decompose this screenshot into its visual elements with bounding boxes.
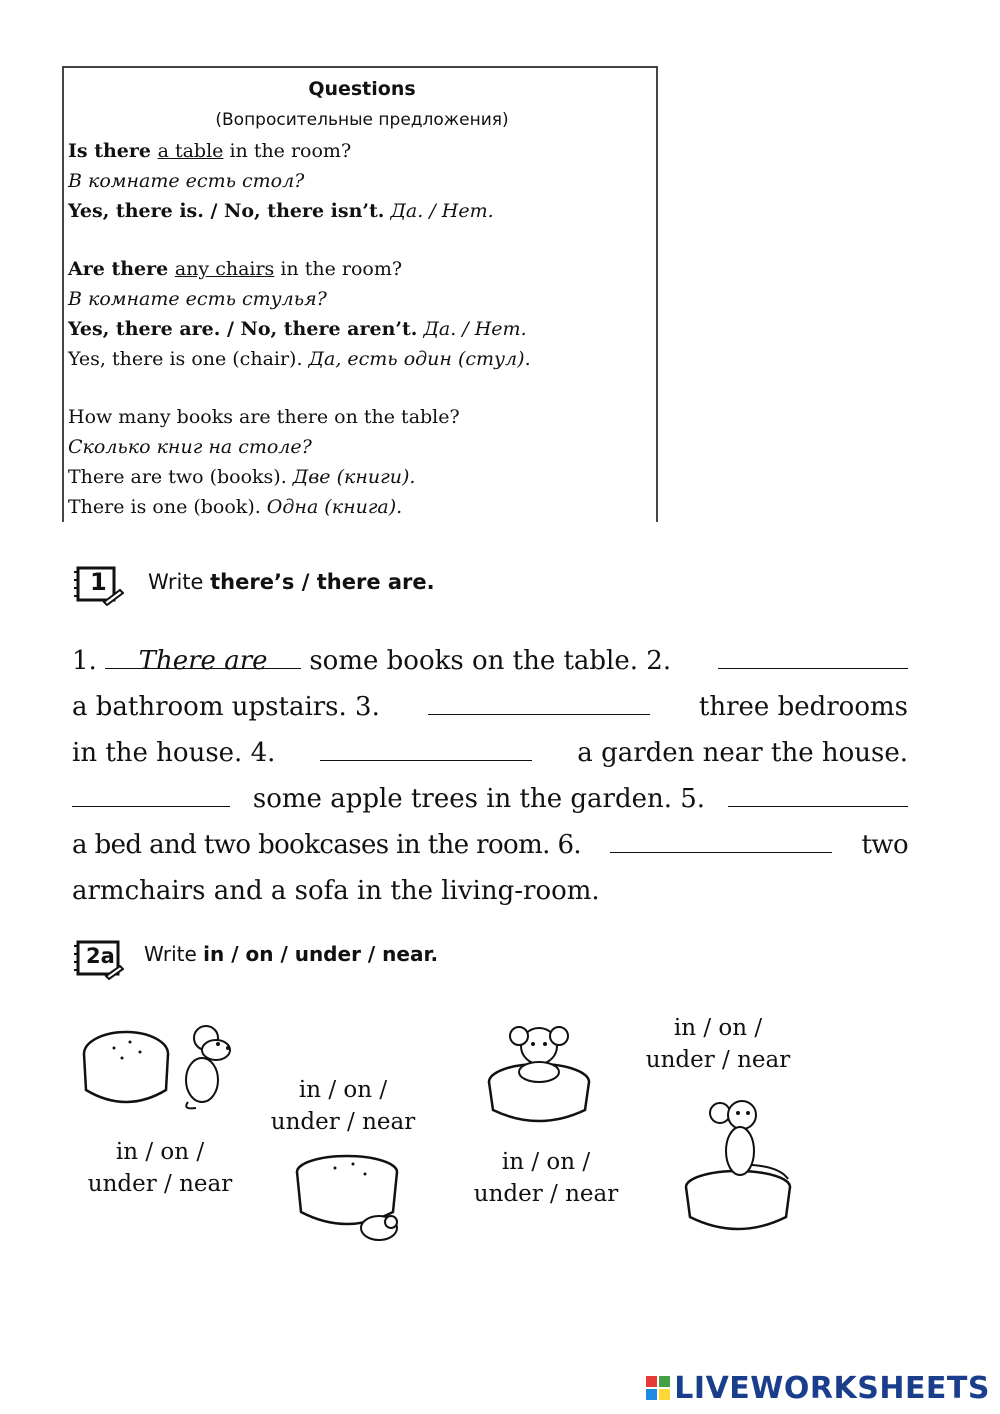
grammar-line: В комнате есть стулья? <box>68 288 327 310</box>
sentence-text: some apple trees in the garden. 5. <box>252 784 706 814</box>
grammar-title: Questions <box>308 78 416 100</box>
answer-blank-6[interactable] <box>610 822 832 853</box>
grammar-line: Сколько книг на столе? <box>68 436 312 458</box>
exercise-2a-header <box>74 936 574 986</box>
answer-blank-3[interactable] <box>428 684 650 715</box>
sentence-text: a bed and two bookcases in the room. 6. <box>72 830 582 860</box>
answer-blank-5[interactable] <box>728 776 908 807</box>
liveworksheets-brand: LIVEWORKSHEETS <box>674 1371 990 1406</box>
exercise-2a-instruction: Write in / on / under / near. <box>144 942 439 966</box>
choice-label[interactable]: in / on / under / near <box>87 1139 233 1197</box>
grammar-line: В комнате есть стол? <box>68 170 305 192</box>
grammar-line: Is there a table in the room? <box>68 140 352 162</box>
choice-label[interactable]: in / on / under / near <box>270 1077 416 1135</box>
grammar-box <box>62 66 658 522</box>
cake-mouse-under-picture <box>295 1150 405 1250</box>
sentence-text: a garden near the house. <box>577 738 908 768</box>
choice-label[interactable]: in / on / under / near <box>473 1149 619 1207</box>
grammar-line: How many books are there on the table? <box>68 406 460 428</box>
cake-mouse-on-standing-picture <box>680 1095 800 1235</box>
sentence-text: armchairs and a sofa in the living-room. <box>72 876 600 906</box>
liveworksheets-logo-icon <box>646 1376 670 1400</box>
item-number: 1. <box>72 646 97 676</box>
answer-blank-2[interactable] <box>718 638 908 669</box>
choice-label[interactable]: in / on / under / near <box>645 1015 791 1073</box>
cake-mouse-near-picture <box>78 1018 248 1118</box>
grammar-line: There is one (book). Одна (книга). <box>68 496 403 518</box>
exercise-1-text <box>72 638 908 914</box>
grammar-line: Are there any chairs in the room? <box>68 258 403 280</box>
sentence-text: a bathroom upstairs. 3. <box>72 692 380 722</box>
liveworksheets-logo[interactable] <box>646 1371 990 1406</box>
sentence-text: some books on the table. 2. <box>309 646 672 676</box>
grammar-line: Yes, there is. / No, there isn’t. Да. / Нет. <box>68 200 494 222</box>
grammar-line: Yes, there are. / No, there aren’t. Да. / Нет. <box>68 318 527 340</box>
exercise-1-number: 1 <box>90 568 107 596</box>
sentence-text: in the house. 4. <box>72 738 276 768</box>
sentence-text: three bedrooms <box>698 692 908 722</box>
exercise-1-instruction: Write there’s / there are. <box>148 570 435 594</box>
exercise-1-header <box>74 562 574 612</box>
grammar-subtitle: (Вопросительные предложения) <box>215 110 509 130</box>
exercise-2a-number: 2a <box>86 944 115 968</box>
answer-blank-1[interactable]: There are <box>105 638 301 669</box>
cake-mouse-on-picture <box>485 1018 595 1128</box>
grammar-line: Yes, there is one (chair). Да, есть один (стул). <box>68 348 531 370</box>
answer-blank-4[interactable] <box>320 730 532 761</box>
sentence-text: two <box>861 830 908 860</box>
grammar-line: There are two (books). Две (книги). <box>68 466 416 488</box>
answer-blank-4b[interactable] <box>72 776 230 807</box>
